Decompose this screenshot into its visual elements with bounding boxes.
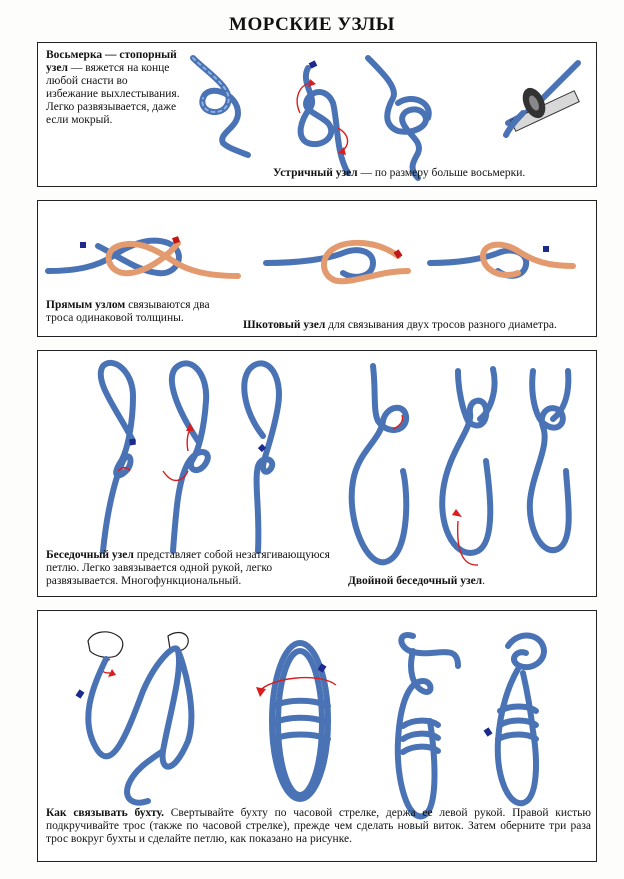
double-bowline-caption xyxy=(348,575,588,588)
panel-bowline xyxy=(37,350,597,597)
panel-reef-knot xyxy=(37,200,597,337)
reef-knot-caption-text: связываются два троса одинаковой толщины. xyxy=(46,299,210,324)
panel-figure-eight xyxy=(37,42,597,187)
double-bowline-step1-drawing xyxy=(352,366,407,562)
oyster-knot-block-drawing xyxy=(506,63,579,135)
bowline-step1-drawing xyxy=(101,363,133,551)
figure-eight-caption xyxy=(46,49,181,127)
double-bowline-caption-bold: Двойной беседочный узел xyxy=(348,575,483,587)
coil-caption xyxy=(46,807,591,846)
double-bowline-tied-drawing xyxy=(530,371,569,550)
reef-knot-caption xyxy=(46,299,231,325)
bowline-step3-drawing xyxy=(244,363,279,551)
double-bowline-caption-text: . xyxy=(482,575,486,587)
coil-step3-drawing xyxy=(398,635,458,816)
oyster-knot-caption-text: — по размеру больше восьмерки. xyxy=(357,167,526,179)
figure-eight-caption-text: — вяжется на конце любой снасти во избежание выхлестывания. Легко развязывается, даже если мокрый. xyxy=(46,62,180,126)
reef-knot-drawing xyxy=(48,239,238,276)
sheet-bend-caption-bold: Шкотовый узел xyxy=(243,319,326,331)
sheet-bend-drawing xyxy=(266,243,408,281)
coil-step1-drawing xyxy=(78,632,191,803)
figure-eight-knot-drawing xyxy=(193,58,248,155)
stevedore-knot-drawing xyxy=(368,58,429,178)
reef-knot-caption-bold: Прямым узлом xyxy=(46,299,126,311)
bowline-caption-text: представляет собой незатягивающуюся петлю. Легко завязывается одной рукой, легко развязывается. Многофункциональный. xyxy=(46,549,330,587)
bowline-caption-bold: Беседочный узел xyxy=(46,549,134,561)
oyster-knot-caption xyxy=(273,167,593,180)
figure-eight-caption-bold: Восьмерка — стопорный узел xyxy=(46,49,177,74)
coil-caption-text: Свертывайте бухту по часовой стрелке, держа ее левой рукой. Правой кистью подкручивайте трос (также по часовой стрелке), прежде чем сделать новый виток. Затем оберните три раза трос вокруг бухты и сделайте петлю, как показано на рисунке. xyxy=(46,807,591,845)
double-bowline-step2-drawing xyxy=(442,369,494,565)
page-title: МОРСКИЕ УЗЛЫ xyxy=(229,14,395,35)
panel-coil xyxy=(37,610,597,862)
coil-caption-bold: Как связывать бухту. xyxy=(46,807,164,819)
bowline-caption xyxy=(46,549,331,588)
figure-eight-step-drawing xyxy=(297,63,348,173)
coil-finished-drawing xyxy=(486,635,544,803)
sheet-bend-caption-text: для связывания двух тросов разного диаметра. xyxy=(325,319,557,331)
bowline-step2-drawing xyxy=(163,363,208,551)
oyster-knot-caption-bold: Устричный узел xyxy=(273,167,358,179)
sheet-bend-tight-drawing xyxy=(430,245,573,276)
sheet-bend-caption xyxy=(243,319,593,332)
coil-step2-drawing xyxy=(256,643,336,799)
